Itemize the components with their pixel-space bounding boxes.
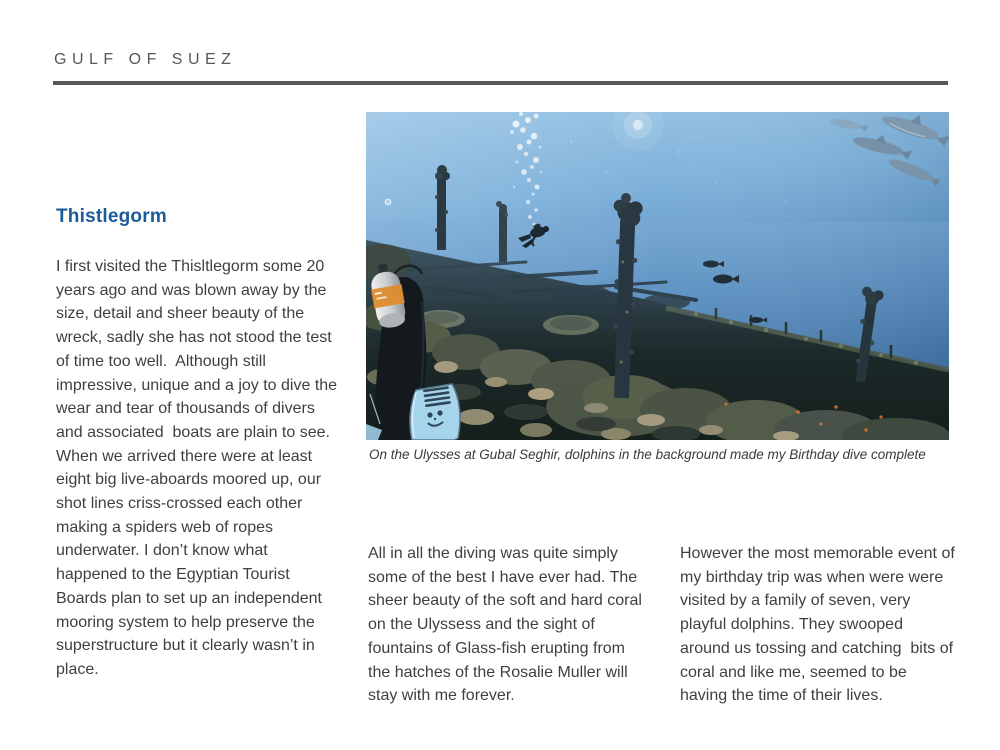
article-paragraph-right: However the most memorable event of my birthday trip was when were were visited by a family of seven, very playful dolphins. They swooped around us tossing and catching bits of coral and like me, seemed to be having the time of their lives. [680, 545, 960, 705]
article-paragraph-middle: All in all the diving was quite simply some of the best I have ever had. The sheer beauty of the soft and hard coral on the Ulyssess and the sight of fountains of Glass-fish erupting from the hatches of the Rosalie Muller will stay with me forever. [368, 545, 647, 705]
page-title: GULF OF SUEZ [54, 51, 237, 68]
photo-figure [366, 112, 949, 462]
article-heading: Thistlegorm [56, 205, 167, 227]
divider-rule [53, 81, 948, 85]
photo-caption: On the Ulysses at Gubal Seghir, dolphins in the background made my Birthday dive complete [369, 447, 926, 462]
article-paragraph-left: I first visited the Thisltlegorm some 20 years ago and was blown away by the size, detail and sheer beauty of the wreck, sadly she has not stood the test of time too well. Although still impressive, unique and a joy to dive the wear and tear of thousands of divers and associated boats are plain to see. When we arrived there were at least eight big live-aboards moored up, our shot lines criss-crossed each other making a spiders web of ropes underwater. I don’t know what happened to the Egyptian Tourist Boards plan to set up an independent mooring system to help preserve the superstructure but it clearly wasn’t in place. [56, 258, 342, 678]
lone-bubble [385, 199, 391, 205]
blue-fin [410, 384, 460, 440]
underwater-wreck-photo [366, 112, 949, 440]
